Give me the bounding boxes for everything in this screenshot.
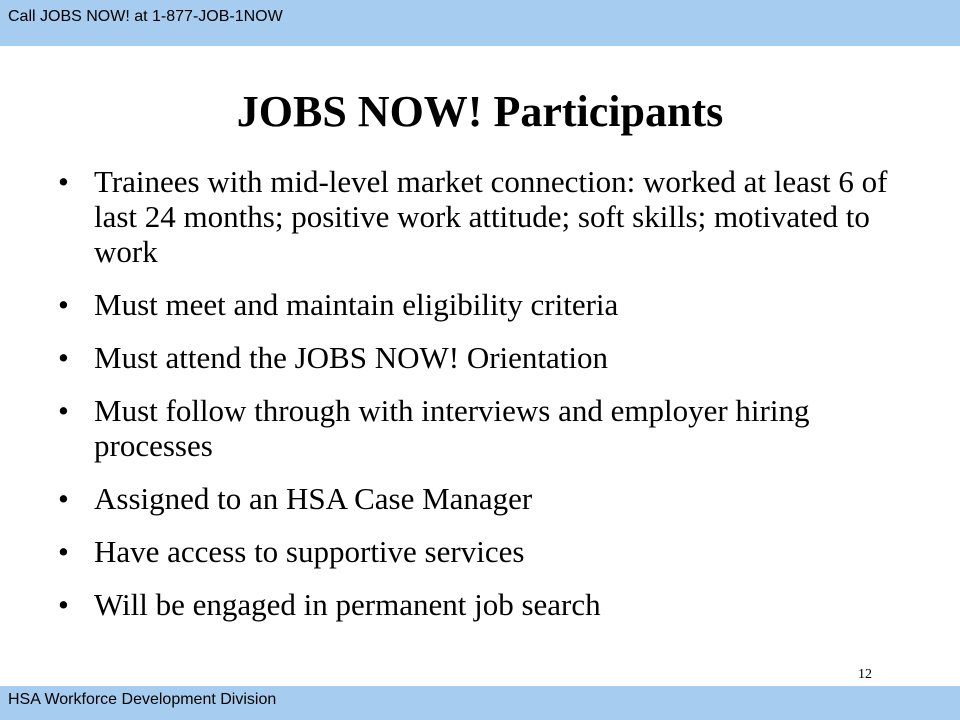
bullet-dot-icon: • (58, 164, 69, 199)
bullet-text: Must attend the JOBS NOW! Orientation (94, 340, 609, 375)
page-number: 12 (858, 667, 872, 682)
bullet-text: Must follow through with interviews and employer hiring processes (94, 393, 810, 463)
bullet-text: Have access to supportive services (94, 534, 525, 569)
header-text: Call JOBS NOW! at 1-877-JOB-1NOW (8, 8, 283, 25)
bullet-item (58, 481, 888, 516)
slide-title: JOBS NOW! Participants (236, 87, 724, 136)
bullet-item (58, 340, 888, 375)
bullet-dot-icon: • (58, 287, 69, 322)
bullet-dot-icon: • (58, 340, 69, 375)
footer-bar (0, 686, 960, 720)
bullet-item (58, 164, 888, 269)
bullet-dot-icon: • (58, 534, 69, 569)
bullet-dot-icon: • (58, 393, 69, 428)
bullet-dot-icon: • (58, 587, 69, 622)
bullet-dot-icon: • (58, 481, 69, 516)
bullet-text: Must meet and maintain eligibility criteria (94, 287, 619, 322)
footer-text: HSA Workforce Development Division (8, 691, 277, 708)
bullet-item (58, 587, 888, 622)
bullet-item (58, 287, 888, 322)
bullet-item (58, 534, 888, 569)
bullet-text: Will be engaged in permanent job search (94, 587, 601, 622)
header-bar (0, 0, 960, 46)
bullet-list (58, 164, 888, 640)
bullet-item (58, 393, 888, 463)
bullet-text: Trainees with mid-level market connection: worked at least 6 of last 24 months; positive work attitude; soft skills; motivated to work (94, 164, 888, 269)
bullet-text: Assigned to an HSA Case Manager (94, 481, 533, 516)
